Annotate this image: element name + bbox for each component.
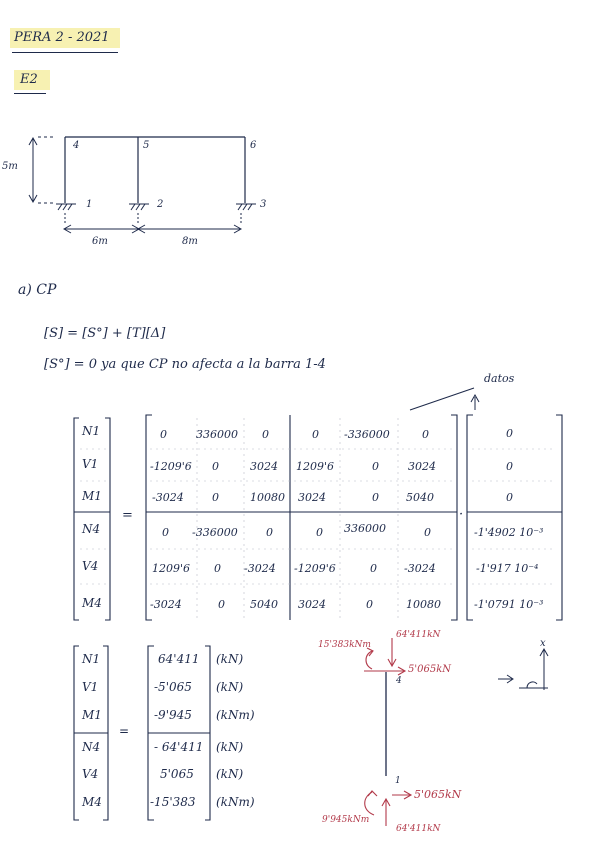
t-cell: 1209'6 [152,562,191,575]
t-cell: 3024 [298,491,326,504]
t-cell: -336000 [192,526,238,539]
lhs-V1: V1 [82,457,99,471]
lhs-N1: N1 [82,424,101,438]
t-cell: 10080 [250,491,285,504]
lhs-N4: N4 [82,522,101,536]
node-4-label: 4 [73,140,80,151]
lhs-M4: M4 [82,596,102,610]
result-lhs-V4: V4 [82,767,99,781]
top-axial-label: 64'411kN [396,630,441,640]
t-cell: 0 [218,598,225,611]
support-2-label: 2 [157,199,164,210]
node-5-label: 5 [143,140,150,151]
result-lhs-N4: N4 [82,740,101,754]
axis-x-label: x [540,638,546,649]
result-lhs-M1: M1 [82,708,102,722]
node-top-label: 4 [396,676,402,686]
result-value: -5'065 [154,680,192,694]
result-lhs-N1: N1 [82,652,101,666]
t-cell: 3024 [298,598,326,611]
t-cell: 3024 [408,460,436,473]
result-unit: (kN) [216,680,244,694]
span-2-label: 8m [182,236,198,247]
result-value: 5'065 [160,767,194,781]
t-cell: 0 [160,428,167,441]
result-value: -9'945 [154,708,192,722]
result-unit: (kN) [216,740,244,754]
result-unit: (kN) [216,652,244,666]
support-3-label: 3 [260,199,267,210]
t-cell: -1209'6 [294,562,336,575]
t-cell: 0 [312,428,319,441]
t-cell: 0 [214,562,221,575]
t-cell: 5040 [250,598,278,611]
delta-5: -1'917 10⁻⁴ [476,562,539,575]
equation-1: [S] = [S°] + [T][Δ] [44,326,166,341]
bottom-axial-label: 64'411kN [396,824,441,834]
result-value: 64'411 [158,652,200,666]
t-cell: 0 [422,428,429,441]
t-cell: 1209'6 [296,460,335,473]
top-shear-label: 5'065kN [408,664,452,675]
t-cell: -1209'6 [150,460,192,473]
lhs-V4: V4 [82,559,99,573]
result-unit: (kNm) [216,708,255,722]
datos-label: datos [484,372,515,385]
height-label: 5m [2,161,18,172]
t-cell: 0 [266,526,273,539]
delta-4: -1'4902 10⁻³ [474,526,544,539]
result-value: -15'383 [150,795,196,809]
delta-6: -1'0791 10⁻³ [474,598,544,611]
support-1-label: 1 [86,199,93,210]
node-bottom-label: 1 [395,776,401,786]
lhs-M1: M1 [82,489,102,503]
t-cell: 0 [262,428,269,441]
delta-1: 0 [506,427,513,440]
t-cell: 0 [370,562,377,575]
multiply-dot: · [459,507,464,522]
bottom-shear-label: 5'065kN [414,788,462,801]
t-cell: -3024 [150,598,182,611]
bottom-moment-label: 9'945kNm [322,815,370,825]
t-cell: -3024 [244,562,276,575]
t-cell: 0 [212,491,219,504]
equation-2: [S°] = 0 ya que CP no afecta a la barra 1-4 [44,357,326,372]
top-moment-label: 15'383kNm [318,640,371,650]
t-cell: 0 [212,460,219,473]
part-a-label: a) CP [18,282,57,298]
t-cell: 0 [162,526,169,539]
t-cell: -336000 [344,428,390,441]
t-cell: -3024 [404,562,436,575]
delta-3: 0 [506,491,513,504]
t-cell: 10080 [406,598,441,611]
node-6-label: 6 [250,140,257,151]
result-lhs-V1: V1 [82,680,99,694]
result-value: - 64'411 [154,740,204,754]
result-unit: (kNm) [216,795,255,809]
t-cell: 336000 [196,428,238,441]
span-1-label: 6m [92,236,108,247]
t-cell: 0 [316,526,323,539]
t-cell: 336000 [344,522,386,535]
page-title: PERA 2 - 2021 [14,30,110,45]
delta-2: 0 [506,460,513,473]
t-cell: 5040 [406,491,434,504]
result-unit: (kN) [216,767,244,781]
t-cell: 3024 [250,460,278,473]
t-cell: 0 [424,526,431,539]
t-cell: 0 [366,598,373,611]
result-lhs-M4: M4 [82,795,102,809]
result-equals: = [119,724,130,738]
t-cell: -3024 [152,491,184,504]
t-cell: 0 [372,491,379,504]
t-cell: 0 [372,460,379,473]
system-equals: = [122,508,133,523]
section-label: E2 [20,72,38,87]
